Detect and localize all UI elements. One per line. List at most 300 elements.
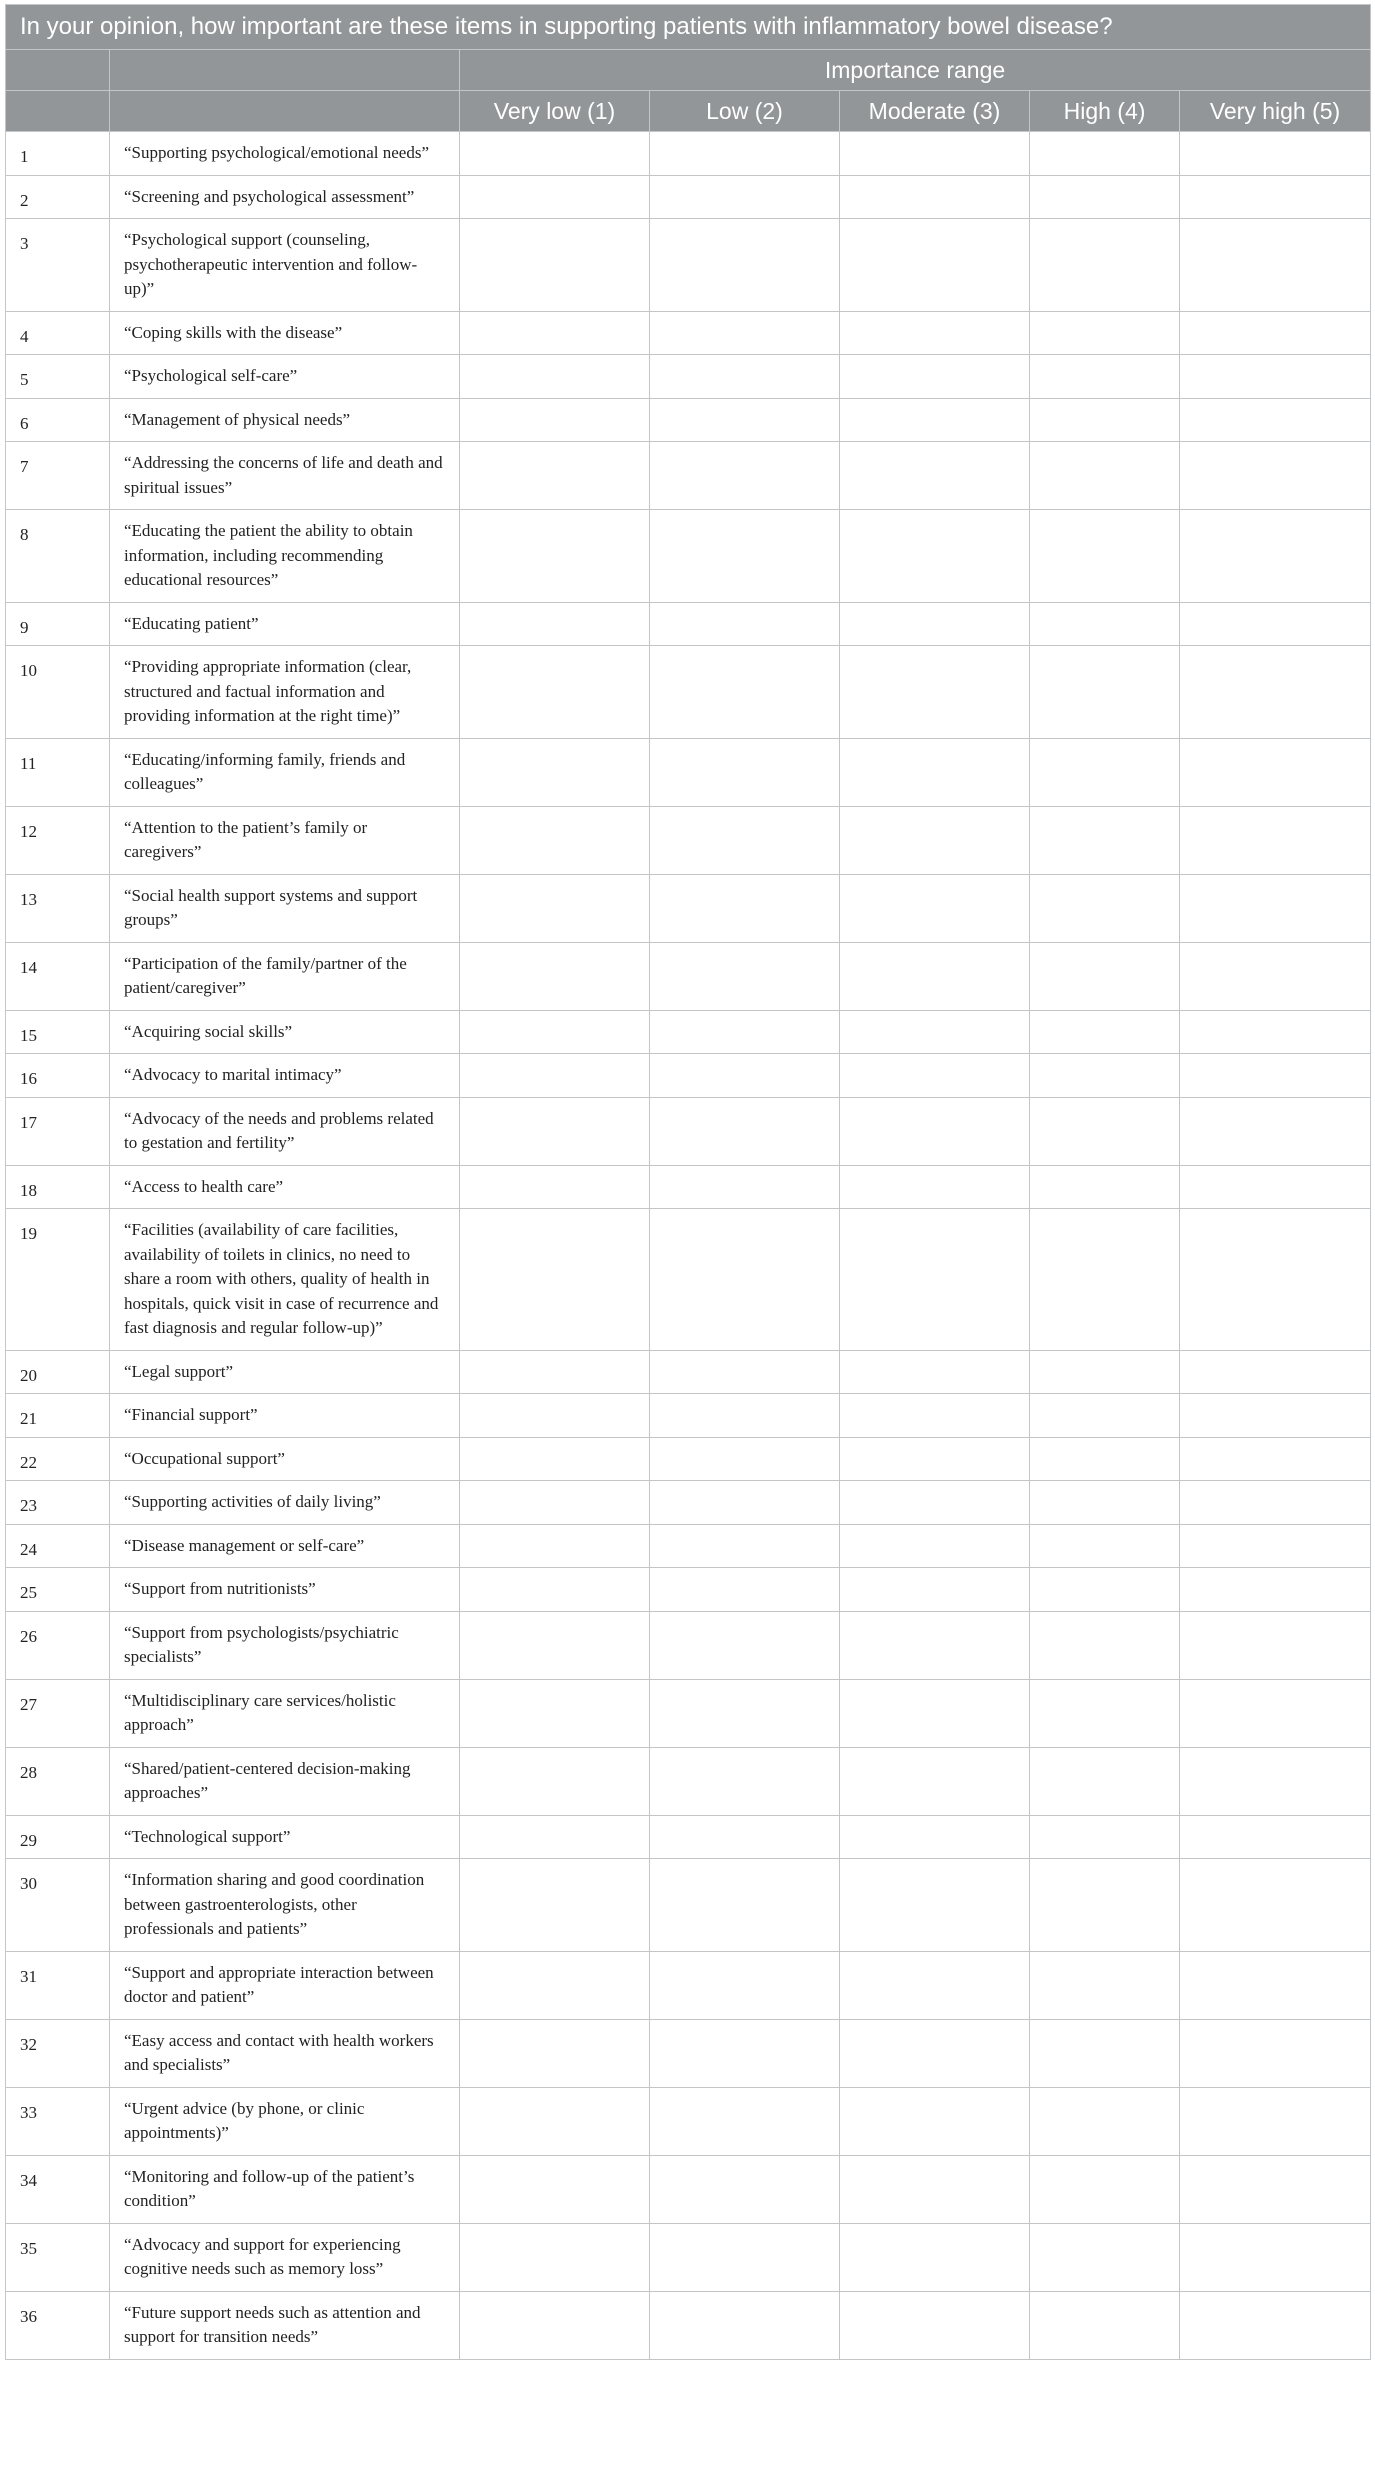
rating-cell[interactable] <box>1180 2291 1371 2359</box>
item-number: 2 <box>6 175 110 219</box>
rating-cell[interactable] <box>460 2019 650 2087</box>
rating-cell[interactable] <box>650 738 840 806</box>
rating-cell[interactable] <box>460 1859 650 1952</box>
item-text: “Educating patient” <box>110 602 460 646</box>
item-text: “Support and appropriate interaction between doctor and patient” <box>110 1951 460 2019</box>
rating-cell[interactable] <box>650 2155 840 2223</box>
rating-cell[interactable] <box>460 1350 650 1394</box>
rating-cell[interactable] <box>650 602 840 646</box>
item-number: 30 <box>6 1859 110 1952</box>
item-number: 1 <box>6 132 110 176</box>
rating-cell[interactable] <box>1180 132 1371 176</box>
rating-cell[interactable] <box>1030 175 1180 219</box>
table-row <box>6 2223 1371 2291</box>
table-row <box>6 2291 1371 2359</box>
rating-cell[interactable] <box>1030 1054 1180 1098</box>
column-header: Very high (5) <box>1180 91 1371 132</box>
item-number: 31 <box>6 1951 110 2019</box>
rating-cell[interactable] <box>840 1097 1030 1165</box>
rating-cell[interactable] <box>650 355 840 399</box>
item-text: “Urgent advice (by phone, or clinic appointments)” <box>110 2087 460 2155</box>
rating-cell[interactable] <box>1030 2087 1180 2155</box>
rating-cell[interactable] <box>460 1481 650 1525</box>
item-text: “Legal support” <box>110 1350 460 1394</box>
item-text: “Acquiring social skills” <box>110 1010 460 1054</box>
table-row <box>6 1815 1371 1859</box>
rating-cell[interactable] <box>1180 442 1371 510</box>
rating-cell[interactable] <box>840 175 1030 219</box>
rating-cell[interactable] <box>840 874 1030 942</box>
rating-cell[interactable] <box>1180 1437 1371 1481</box>
rating-cell[interactable] <box>1030 646 1180 739</box>
rating-cell[interactable] <box>460 1394 650 1438</box>
item-number: 23 <box>6 1481 110 1525</box>
rating-cell[interactable] <box>650 1394 840 1438</box>
rating-cell[interactable] <box>1180 1097 1371 1165</box>
item-number: 11 <box>6 738 110 806</box>
column-header-row <box>6 91 1371 132</box>
rating-cell[interactable] <box>1180 1524 1371 1568</box>
item-number: 8 <box>6 510 110 603</box>
rating-cell[interactable] <box>650 442 840 510</box>
item-text: “Information sharing and good coordination between gastroenterologists, other professionals and patients” <box>110 1859 460 1952</box>
item-text: “Coping skills with the disease” <box>110 311 460 355</box>
rating-cell[interactable] <box>1030 1394 1180 1438</box>
rating-cell[interactable] <box>1180 1568 1371 1612</box>
rating-cell[interactable] <box>1030 1010 1180 1054</box>
rating-cell[interactable] <box>840 2019 1030 2087</box>
rating-cell[interactable] <box>460 1815 650 1859</box>
table-row <box>6 646 1371 739</box>
item-text: “Psychological support (counseling, psychotherapeutic intervention and follow-up)” <box>110 219 460 312</box>
rating-cell[interactable] <box>460 398 650 442</box>
rating-cell[interactable] <box>1180 2019 1371 2087</box>
table-row <box>6 219 1371 312</box>
item-number: 24 <box>6 1524 110 1568</box>
rating-cell[interactable] <box>840 1815 1030 1859</box>
item-text: “Psychological self-care” <box>110 355 460 399</box>
table-row <box>6 1350 1371 1394</box>
item-text: “Management of physical needs” <box>110 398 460 442</box>
rating-cell[interactable] <box>650 646 840 739</box>
table-row <box>6 510 1371 603</box>
importance-range-header: Importance range <box>460 50 1371 91</box>
column-header: High (4) <box>1030 91 1180 132</box>
table-row <box>6 2019 1371 2087</box>
rating-cell[interactable] <box>650 2291 840 2359</box>
rating-cell[interactable] <box>1030 2291 1180 2359</box>
rating-cell[interactable] <box>1030 1611 1180 1679</box>
item-number: 4 <box>6 311 110 355</box>
rating-cell[interactable] <box>1180 646 1371 739</box>
table-body <box>6 132 1371 2360</box>
rating-cell[interactable] <box>1180 738 1371 806</box>
item-number: 14 <box>6 942 110 1010</box>
rating-cell[interactable] <box>650 1054 840 1098</box>
rating-cell[interactable] <box>1180 1165 1371 1209</box>
item-number: 32 <box>6 2019 110 2087</box>
item-number: 33 <box>6 2087 110 2155</box>
item-text: “Supporting psychological/emotional needs” <box>110 132 460 176</box>
rating-cell[interactable] <box>840 1951 1030 2019</box>
rating-cell[interactable] <box>1180 1951 1371 2019</box>
rating-cell[interactable] <box>460 1437 650 1481</box>
rating-cell[interactable] <box>840 311 1030 355</box>
rating-cell[interactable] <box>840 1209 1030 1351</box>
rating-cell[interactable] <box>840 510 1030 603</box>
rating-cell[interactable] <box>1030 942 1180 1010</box>
rating-cell[interactable] <box>840 1165 1030 1209</box>
rating-cell[interactable] <box>1030 602 1180 646</box>
rating-cell[interactable] <box>1030 2155 1180 2223</box>
item-number: 7 <box>6 442 110 510</box>
rating-cell[interactable] <box>1180 398 1371 442</box>
table-row <box>6 942 1371 1010</box>
item-text: “Advocacy and support for experiencing cognitive needs such as memory loss” <box>110 2223 460 2291</box>
rating-cell[interactable] <box>460 311 650 355</box>
rating-cell[interactable] <box>650 175 840 219</box>
column-header: Low (2) <box>650 91 840 132</box>
rating-cell[interactable] <box>460 1951 650 2019</box>
rating-cell[interactable] <box>1030 132 1180 176</box>
rating-cell[interactable] <box>650 1859 840 1952</box>
rating-cell[interactable] <box>460 874 650 942</box>
rating-cell[interactable] <box>650 1815 840 1859</box>
rating-cell[interactable] <box>650 2223 840 2291</box>
rating-cell[interactable] <box>460 2155 650 2223</box>
rating-cell[interactable] <box>650 874 840 942</box>
table-row <box>6 1165 1371 1209</box>
item-text: “Support from nutritionists” <box>110 1568 460 1612</box>
table-row <box>6 311 1371 355</box>
column-header: Moderate (3) <box>840 91 1030 132</box>
table-row <box>6 442 1371 510</box>
rating-cell[interactable] <box>1030 510 1180 603</box>
item-text: “Support from psychologists/psychiatric specialists” <box>110 1611 460 1679</box>
table-row <box>6 1209 1371 1351</box>
rating-cell[interactable] <box>1180 1010 1371 1054</box>
rating-cell[interactable] <box>1030 1747 1180 1815</box>
rating-cell[interactable] <box>840 646 1030 739</box>
rating-cell[interactable] <box>650 806 840 874</box>
rating-cell[interactable] <box>460 2087 650 2155</box>
rating-cell[interactable] <box>460 2291 650 2359</box>
rating-cell[interactable] <box>840 1859 1030 1952</box>
rating-cell[interactable] <box>650 2019 840 2087</box>
item-text: “Occupational support” <box>110 1437 460 1481</box>
item-number: 13 <box>6 874 110 942</box>
rating-cell[interactable] <box>460 1097 650 1165</box>
rating-cell[interactable] <box>650 510 840 603</box>
rating-cell[interactable] <box>1180 355 1371 399</box>
rating-cell[interactable] <box>840 1010 1030 1054</box>
table-row <box>6 1481 1371 1525</box>
rating-cell[interactable] <box>460 132 650 176</box>
rating-cell[interactable] <box>840 1611 1030 1679</box>
rating-cell[interactable] <box>840 2087 1030 2155</box>
table-row <box>6 1611 1371 1679</box>
item-number: 16 <box>6 1054 110 1098</box>
table-row <box>6 1394 1371 1438</box>
item-text: “Advocacy to marital intimacy” <box>110 1054 460 1098</box>
item-text: “Educating the patient the ability to obtain information, including recommending educational resources” <box>110 510 460 603</box>
rating-cell[interactable] <box>840 1481 1030 1525</box>
importance-survey-table <box>5 4 1371 2360</box>
table-row <box>6 132 1371 176</box>
item-text: “Addressing the concerns of life and death and spiritual issues” <box>110 442 460 510</box>
rating-cell[interactable] <box>1030 311 1180 355</box>
rating-cell[interactable] <box>460 355 650 399</box>
rating-cell[interactable] <box>460 1165 650 1209</box>
rating-cell[interactable] <box>650 1747 840 1815</box>
item-text: “Easy access and contact with health workers and specialists” <box>110 2019 460 2087</box>
rating-cell[interactable] <box>460 942 650 1010</box>
column-header: Very low (1) <box>460 91 650 132</box>
header-blank-item <box>110 50 460 91</box>
table-row <box>6 1054 1371 1098</box>
rating-cell[interactable] <box>840 1524 1030 1568</box>
rating-cell[interactable] <box>840 355 1030 399</box>
rating-cell[interactable] <box>1030 1097 1180 1165</box>
table-row <box>6 1679 1371 1747</box>
table-title: In your opinion, how important are these items in supporting patients with inflammatory bowel disease? <box>6 5 1371 50</box>
item-text: “Technological support” <box>110 1815 460 1859</box>
item-number: 34 <box>6 2155 110 2223</box>
rating-cell[interactable] <box>650 132 840 176</box>
item-text: “Social health support systems and support groups” <box>110 874 460 942</box>
item-text: “Supporting activities of daily living” <box>110 1481 460 1525</box>
item-text: “Educating/informing family, friends and colleagues” <box>110 738 460 806</box>
rating-cell[interactable] <box>840 1747 1030 1815</box>
rating-cell[interactable] <box>460 510 650 603</box>
rating-cell[interactable] <box>650 1951 840 2019</box>
item-text: “Facilities (availability of care facilities, availability of toilets in clinics, no need to share a room with others, quality of health in hospitals, quick visit in case of recurrence and fast diagnosis and regular follow-up)” <box>110 1209 460 1351</box>
rating-cell[interactable] <box>1180 1815 1371 1859</box>
table-row <box>6 355 1371 399</box>
rating-cell[interactable] <box>840 602 1030 646</box>
rating-cell[interactable] <box>460 602 650 646</box>
rating-cell[interactable] <box>1180 1859 1371 1952</box>
rating-cell[interactable] <box>650 942 840 1010</box>
item-number: 25 <box>6 1568 110 1612</box>
item-text: “Access to health care” <box>110 1165 460 1209</box>
rating-cell[interactable] <box>460 1209 650 1351</box>
rating-cell[interactable] <box>1030 2019 1180 2087</box>
rating-cell[interactable] <box>1030 355 1180 399</box>
item-number: 36 <box>6 2291 110 2359</box>
rating-cell[interactable] <box>1030 1679 1180 1747</box>
item-text: “Future support needs such as attention and support for transition needs” <box>110 2291 460 2359</box>
rating-cell[interactable] <box>460 1747 650 1815</box>
item-number: 5 <box>6 355 110 399</box>
rating-cell[interactable] <box>1030 442 1180 510</box>
rating-cell[interactable] <box>1180 602 1371 646</box>
rating-cell[interactable] <box>460 646 650 739</box>
rating-cell[interactable] <box>1030 398 1180 442</box>
rating-cell[interactable] <box>460 738 650 806</box>
rating-cell[interactable] <box>1180 1481 1371 1525</box>
rating-cell[interactable] <box>1030 1859 1180 1952</box>
item-number: 6 <box>6 398 110 442</box>
item-number: 10 <box>6 646 110 739</box>
rating-cell[interactable] <box>650 1097 840 1165</box>
item-number: 22 <box>6 1437 110 1481</box>
rating-cell[interactable] <box>650 1165 840 1209</box>
rating-cell[interactable] <box>1030 1437 1180 1481</box>
rating-cell[interactable] <box>1180 942 1371 1010</box>
rating-cell[interactable] <box>1030 2223 1180 2291</box>
rating-cell[interactable] <box>840 219 1030 312</box>
rating-cell[interactable] <box>460 806 650 874</box>
item-number: 35 <box>6 2223 110 2291</box>
table-header <box>6 5 1371 132</box>
rating-cell[interactable] <box>1030 1568 1180 1612</box>
rating-cell[interactable] <box>1030 738 1180 806</box>
rating-cell[interactable] <box>1180 311 1371 355</box>
item-text: “Shared/patient-centered decision-making approaches” <box>110 1747 460 1815</box>
rating-cell[interactable] <box>840 2155 1030 2223</box>
item-number: 15 <box>6 1010 110 1054</box>
rating-cell[interactable] <box>840 1350 1030 1394</box>
rating-cell[interactable] <box>1030 1951 1180 2019</box>
item-text: “Providing appropriate information (clear, structured and factual information and providing information at the right time)” <box>110 646 460 739</box>
rating-cell[interactable] <box>1030 1165 1180 1209</box>
rating-cell[interactable] <box>1030 1815 1180 1859</box>
item-number: 26 <box>6 1611 110 1679</box>
rating-cell[interactable] <box>1030 1350 1180 1394</box>
rating-cell[interactable] <box>840 1394 1030 1438</box>
table-row <box>6 874 1371 942</box>
rating-cell[interactable] <box>1180 874 1371 942</box>
rating-cell[interactable] <box>1030 806 1180 874</box>
item-number: 28 <box>6 1747 110 1815</box>
item-text: “Advocacy of the needs and problems related to gestation and fertility” <box>110 1097 460 1165</box>
rating-cell[interactable] <box>1180 1394 1371 1438</box>
item-number: 12 <box>6 806 110 874</box>
table-row <box>6 738 1371 806</box>
rating-cell[interactable] <box>650 1350 840 1394</box>
rating-cell[interactable] <box>1030 1524 1180 1568</box>
rating-cell[interactable] <box>1180 1611 1371 1679</box>
rating-cell[interactable] <box>1030 1209 1180 1351</box>
rating-cell[interactable] <box>1180 219 1371 312</box>
table-row <box>6 1951 1371 2019</box>
rating-cell[interactable] <box>650 1524 840 1568</box>
item-number: 17 <box>6 1097 110 1165</box>
table-row <box>6 1568 1371 1612</box>
rating-cell[interactable] <box>840 442 1030 510</box>
rating-cell[interactable] <box>650 2087 840 2155</box>
item-text: “Screening and psychological assessment” <box>110 175 460 219</box>
rating-cell[interactable] <box>840 132 1030 176</box>
rating-cell[interactable] <box>460 175 650 219</box>
table-row <box>6 398 1371 442</box>
rating-cell[interactable] <box>1030 219 1180 312</box>
rating-cell[interactable] <box>1180 2223 1371 2291</box>
item-number: 27 <box>6 1679 110 1747</box>
rating-cell[interactable] <box>460 442 650 510</box>
rating-cell[interactable] <box>650 219 840 312</box>
table-row <box>6 1097 1371 1165</box>
table-row <box>6 1747 1371 1815</box>
rating-cell[interactable] <box>1180 510 1371 603</box>
rating-cell[interactable] <box>1180 1054 1371 1098</box>
rating-cell[interactable] <box>1180 2087 1371 2155</box>
rating-cell[interactable] <box>1180 1350 1371 1394</box>
rating-cell[interactable] <box>460 1054 650 1098</box>
title-row <box>6 5 1371 50</box>
rating-cell[interactable] <box>650 1481 840 1525</box>
rating-cell[interactable] <box>650 1010 840 1054</box>
rating-cell[interactable] <box>650 398 840 442</box>
item-text: “Multidisciplinary care services/holistic approach” <box>110 1679 460 1747</box>
rating-cell[interactable] <box>840 398 1030 442</box>
rating-cell[interactable] <box>840 738 1030 806</box>
item-number: 19 <box>6 1209 110 1351</box>
table-row <box>6 175 1371 219</box>
item-text: “Attention to the patient’s family or caregivers” <box>110 806 460 874</box>
item-text: “Monitoring and follow-up of the patient’s condition” <box>110 2155 460 2223</box>
table-row <box>6 2155 1371 2223</box>
item-text: “Financial support” <box>110 1394 460 1438</box>
rating-cell[interactable] <box>840 1437 1030 1481</box>
rating-cell[interactable] <box>1030 874 1180 942</box>
rating-cell[interactable] <box>1180 1679 1371 1747</box>
rating-cell[interactable] <box>460 1568 650 1612</box>
rating-cell[interactable] <box>840 2223 1030 2291</box>
rating-cell[interactable] <box>650 1679 840 1747</box>
rating-cell[interactable] <box>840 942 1030 1010</box>
rating-cell[interactable] <box>460 1679 650 1747</box>
rating-cell[interactable] <box>460 1611 650 1679</box>
rating-cell[interactable] <box>1180 806 1371 874</box>
rating-cell[interactable] <box>650 311 840 355</box>
rating-cell[interactable] <box>840 1679 1030 1747</box>
header-blank-number <box>6 50 110 91</box>
item-number: 21 <box>6 1394 110 1438</box>
item-number: 9 <box>6 602 110 646</box>
rating-cell[interactable] <box>1180 2155 1371 2223</box>
rating-cell[interactable] <box>460 1010 650 1054</box>
rating-cell[interactable] <box>460 2223 650 2291</box>
table-row <box>6 806 1371 874</box>
header-blank-item <box>110 91 460 132</box>
rating-cell[interactable] <box>1030 1481 1180 1525</box>
item-number: 18 <box>6 1165 110 1209</box>
item-text: “Disease management or self-care” <box>110 1524 460 1568</box>
rating-cell[interactable] <box>650 1437 840 1481</box>
rating-cell[interactable] <box>1180 1209 1371 1351</box>
rating-cell[interactable] <box>650 1209 840 1351</box>
item-number: 29 <box>6 1815 110 1859</box>
rating-cell[interactable] <box>460 219 650 312</box>
rating-cell[interactable] <box>460 1524 650 1568</box>
rating-cell[interactable] <box>1180 1747 1371 1815</box>
rating-cell[interactable] <box>840 2291 1030 2359</box>
rating-cell[interactable] <box>840 1568 1030 1612</box>
table-row <box>6 1010 1371 1054</box>
header-blank-number <box>6 91 110 132</box>
table-row <box>6 1859 1371 1952</box>
table-row <box>6 2087 1371 2155</box>
item-number: 20 <box>6 1350 110 1394</box>
rating-cell[interactable] <box>840 1054 1030 1098</box>
rating-cell[interactable] <box>650 1568 840 1612</box>
group-header-row <box>6 50 1371 91</box>
rating-cell[interactable] <box>1180 175 1371 219</box>
rating-cell[interactable] <box>840 806 1030 874</box>
rating-cell[interactable] <box>650 1611 840 1679</box>
